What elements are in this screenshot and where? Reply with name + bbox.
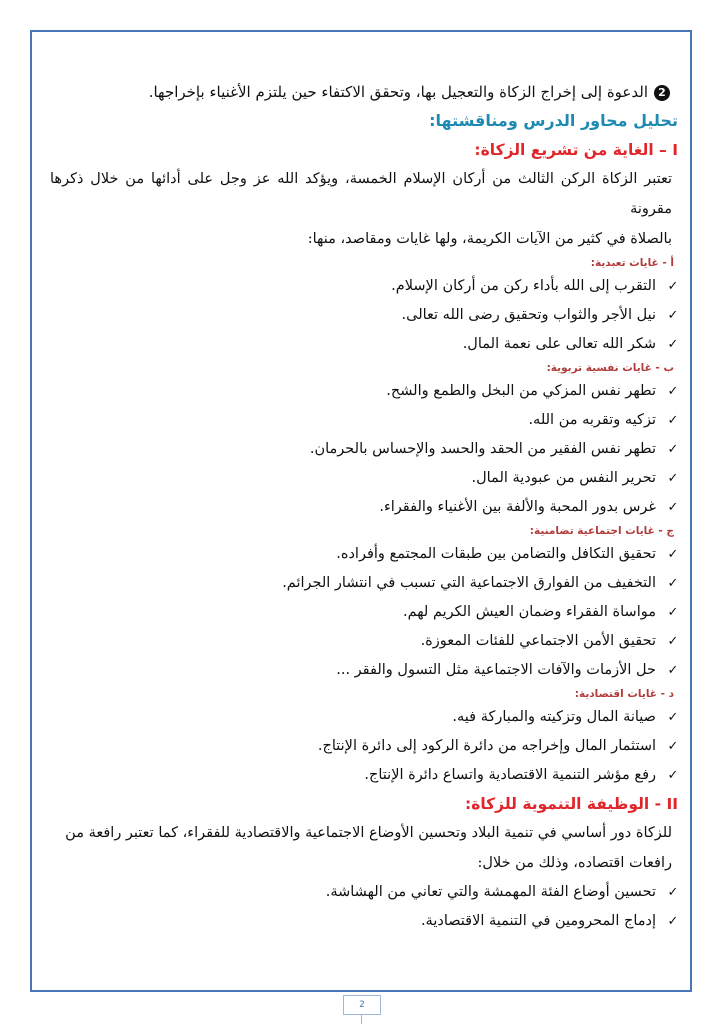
group-c-title: ج - غايات اجتماعية تضامنية:	[529, 525, 674, 537]
list-item	[50, 435, 680, 464]
page-number: 2	[343, 995, 381, 1015]
checkmark-icon: ✓	[667, 500, 679, 515]
list-item	[50, 377, 680, 406]
checkmark-icon: ✓	[667, 885, 679, 900]
checkmark-icon: ✓	[667, 413, 679, 428]
list-item	[50, 598, 680, 627]
section1-paragraph	[50, 164, 680, 254]
list-item	[50, 878, 680, 907]
section1-paragraph-line2: بالصلاة في كثير من الآيات الكريمة، ولها غايات ومقاصد، منها:	[307, 231, 672, 247]
checkmark-icon: ✓	[667, 914, 679, 929]
document-body	[50, 78, 680, 936]
list-item-text: استثمار المال وإخراجه من دائرة الركود إلى دائرة الإنتاج.	[317, 738, 656, 754]
section2-paragraph-line2: رافعات اقتصاده، وذلك من خلال:	[477, 855, 672, 871]
intro-point	[50, 78, 680, 106]
section2-paragraph	[50, 818, 680, 878]
list-item	[50, 656, 680, 685]
list-item-text: غرس بدور المحبة والألفة بين الأغنياء والفقراء.	[379, 499, 656, 515]
page-number-connector	[361, 1015, 362, 1024]
checkmark-icon: ✓	[667, 471, 679, 486]
checkmark-icon: ✓	[667, 739, 679, 754]
list-item-text: تحقيق التكافل والتضامن بين طبقات المجتمع وأفراده.	[336, 546, 656, 562]
list-item-text: مواساة الفقراء وضمان العيش الكريم لهم.	[402, 604, 656, 620]
group-a-title: أ - غايات تعبدية:	[590, 257, 674, 269]
checkmark-icon: ✓	[667, 663, 679, 678]
list-item	[50, 301, 680, 330]
list-item	[50, 569, 680, 598]
list-item-text: تحسين أوضاع الفئة المهمشة والتي تعاني من الهشاشة.	[325, 884, 656, 900]
list-item-text: تحرير النفس من عبودية المال.	[471, 470, 656, 486]
section1-title: I – الغاية من تشريع الزكاة:	[474, 141, 678, 159]
circled-number-icon: 2	[654, 85, 670, 101]
list-item	[50, 540, 680, 569]
list-item-text: تزكيه وتقربه من الله.	[528, 412, 656, 428]
list-item-text: تحقيق الأمن الاجتماعي للفئات المعوزة.	[420, 633, 656, 649]
list-item-text: رفع مؤشر التنمية الاقتصادية واتساع دائرة الإنتاج.	[364, 767, 656, 783]
checkmark-icon: ✓	[667, 279, 679, 294]
checkmark-icon: ✓	[667, 576, 679, 591]
list-item-text: تطهر نفس الفقير من الحقد والحسد والإحساس بالحرمان.	[309, 441, 656, 457]
list-item-text: تطهر نفس المزكي من البخل والطمع والشح.	[386, 383, 656, 399]
list-item	[50, 406, 680, 435]
list-item	[50, 272, 680, 301]
checkmark-icon: ✓	[667, 605, 679, 620]
list-item-text: إدماج المحرومين في التنمية الاقتصادية.	[420, 913, 656, 929]
checkmark-icon: ✓	[667, 547, 679, 562]
main-heading: تحليل محاور الدرس ومناقشتها:	[429, 111, 678, 130]
section1-paragraph-line1: تعتبر الزكاة الركن الثالث من أركان الإسلام الخمسة، ويؤكد الله عز وجل على أدائها من خلال ذكرها مقرونة	[50, 171, 672, 217]
intro-text: الدعوة إلى إخراج الزكاة والتعجيل بها، وتحقق الاكتفاء حين يلتزم الأغنياء بإخراجها.	[148, 83, 648, 101]
list-item	[50, 330, 680, 359]
list-item-text: شكر الله تعالى على نعمة المال.	[462, 336, 656, 352]
section2-title: II - الوظيفة التنموية للزكاة:	[465, 795, 678, 813]
list-item-text: صيانة المال وتزكيته والمباركة فيه.	[452, 709, 656, 725]
section2-paragraph-line1: للزكاة دور أساسي في تنمية البلاد وتحسين الأوضاع الاجتماعية والاقتصادية للفقراء، كما تعتبر رافعة من	[65, 825, 672, 841]
list-item-text: نيل الأجر والثواب وتحقيق رضى الله تعالى.	[401, 307, 656, 323]
list-item	[50, 703, 680, 732]
list-item	[50, 627, 680, 656]
list-item-text: حل الأزمات والآفات الاجتماعية مثل التسول والفقر ...	[336, 662, 656, 678]
list-item	[50, 761, 680, 790]
checkmark-icon: ✓	[667, 308, 679, 323]
checkmark-icon: ✓	[667, 634, 679, 649]
checkmark-icon: ✓	[667, 384, 679, 399]
group-d-title: د - غايات اقتصادية:	[574, 688, 674, 700]
list-item-text: التقرب إلى الله بأداء ركن من أركان الإسلام.	[391, 278, 656, 294]
checkmark-icon: ✓	[667, 710, 679, 725]
list-item	[50, 732, 680, 761]
list-item	[50, 464, 680, 493]
checkmark-icon: ✓	[667, 768, 679, 783]
list-item	[50, 907, 680, 936]
checkmark-icon: ✓	[667, 337, 679, 352]
checkmark-icon: ✓	[667, 442, 679, 457]
list-item	[50, 493, 680, 522]
group-b-title: ب - غايات نفسية تربوية:	[546, 362, 674, 374]
list-item-text: التخفيف من الفوارق الاجتماعية التي تسبب في انتشار الجرائم.	[282, 575, 656, 591]
